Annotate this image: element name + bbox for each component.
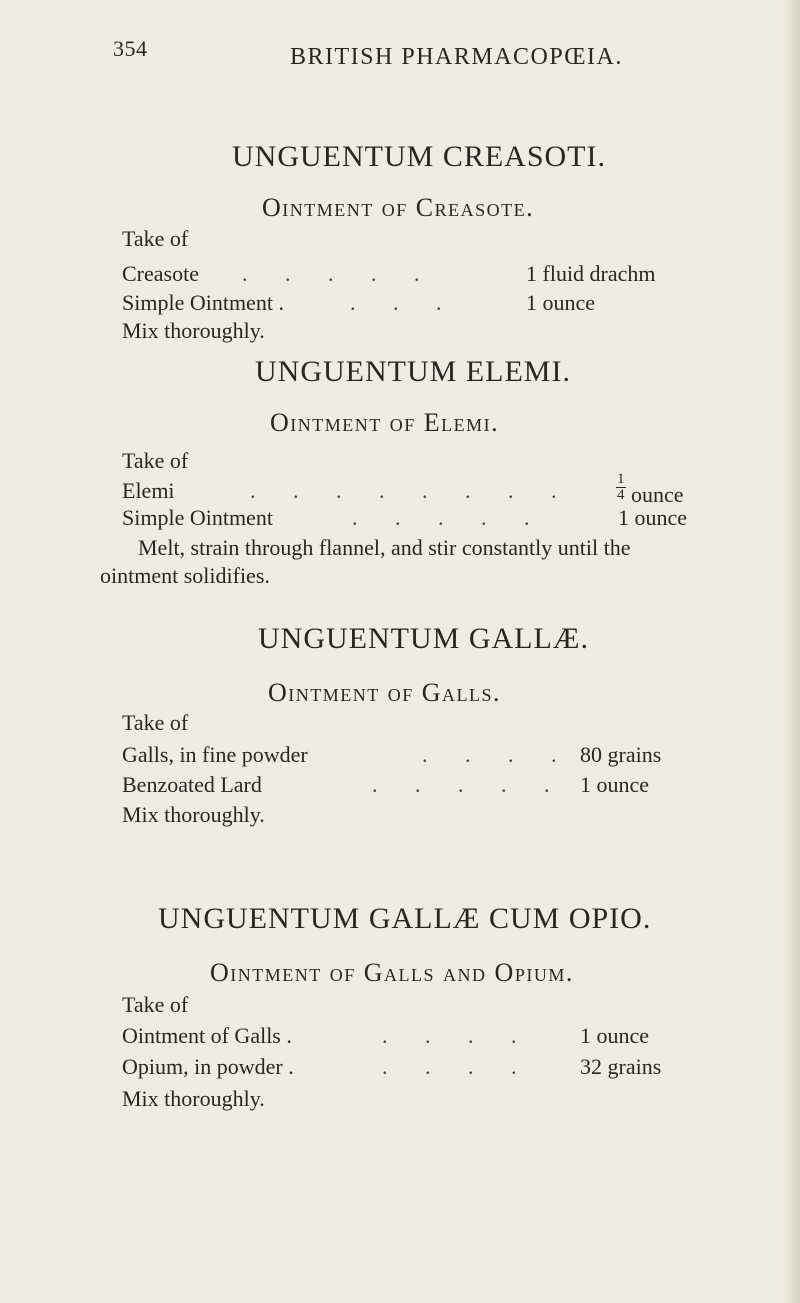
leader-dots: . . . (350, 290, 458, 315)
ingredient-quantity: 1 fluid drachm (526, 261, 656, 286)
running-head: BRITISH PHARMACOPŒIA. (290, 44, 623, 70)
ingredient-name: Opium, in powder . (122, 1054, 294, 1079)
page-edge-shadow (782, 0, 800, 1303)
ingredient-name: Simple Ointment (122, 505, 273, 530)
ingredient-row (122, 742, 722, 772)
ingredient-name: Simple Ointment . (122, 290, 284, 315)
ingredient-row (122, 772, 722, 802)
ingredient-row (122, 1023, 722, 1053)
leader-dots: . . . . . (372, 772, 566, 797)
recipe-subtitle: Ointment of Galls and Opium. (210, 958, 574, 987)
take-of-label: Take of (122, 710, 189, 735)
page-number: 354 (113, 36, 148, 61)
leader-dots: . . . . (422, 742, 573, 767)
recipe-subtitle: Ointment of Elemi. (270, 408, 500, 437)
ingredient-name: Benzoated Lard (122, 772, 262, 797)
leader-dots: . . . . . . . . (250, 478, 573, 503)
recipe-subtitle: Ointment of Galls. (268, 678, 502, 707)
ingredient-row (122, 505, 722, 535)
recipe-direction: Mix thoroughly. (122, 1086, 265, 1111)
fraction-quarter: $\frac{1}{4}$ (617, 471, 625, 503)
recipe-title: UNGUENTUM GALLÆ. (258, 622, 589, 655)
recipe-direction: Mix thoroughly. (122, 318, 265, 343)
ingredient-quantity: 1 ounce (526, 290, 596, 315)
ingredient-name: Elemi (122, 478, 175, 503)
recipe-title: UNGUENTUM CREASOTI. (232, 140, 606, 173)
ingredient-quantity: 1 ounce (580, 772, 650, 797)
ingredient-row (122, 290, 722, 320)
recipe-title: UNGUENTUM GALLÆ CUM OPIO. (158, 902, 652, 935)
recipe-subtitle: Ointment of Creasote. (262, 193, 535, 222)
ingredient-name: Ointment of Galls . (122, 1023, 292, 1048)
ingredient-quantity: 32 grains (580, 1054, 662, 1079)
leader-dots: . . . . (382, 1023, 533, 1048)
recipe-direction-line: Melt, strain through flannel, and stir constantly until the (138, 535, 631, 560)
take-of-label: Take of (122, 448, 189, 473)
take-of-label: Take of (122, 992, 189, 1017)
recipe-direction-line: ointment solidifies. (100, 563, 270, 588)
leader-dots: . . . . . (352, 505, 546, 530)
page-header (0, 32, 800, 82)
take-of-label: Take of (122, 226, 189, 251)
recipe-direction: Mix thoroughly. (122, 802, 265, 827)
ingredient-quantity: 1 ounce (618, 505, 688, 530)
ingredient-name: Creasote (122, 261, 199, 286)
leader-dots: . . . . . (242, 261, 436, 286)
ingredient-name: Galls, in fine powder (122, 742, 308, 767)
ingredient-row (122, 471, 722, 508)
ingredient-quantity: 80 grains (580, 742, 662, 767)
ingredient-quantity: 1 ounce (580, 1023, 650, 1048)
leader-dots: . . . . (382, 1054, 533, 1079)
ingredient-row (122, 261, 722, 291)
ingredient-quantity: $\frac{1}{4}$ ounce (617, 471, 684, 507)
ingredient-row (122, 1054, 722, 1084)
recipe-title: UNGUENTUM ELEMI. (255, 355, 571, 388)
